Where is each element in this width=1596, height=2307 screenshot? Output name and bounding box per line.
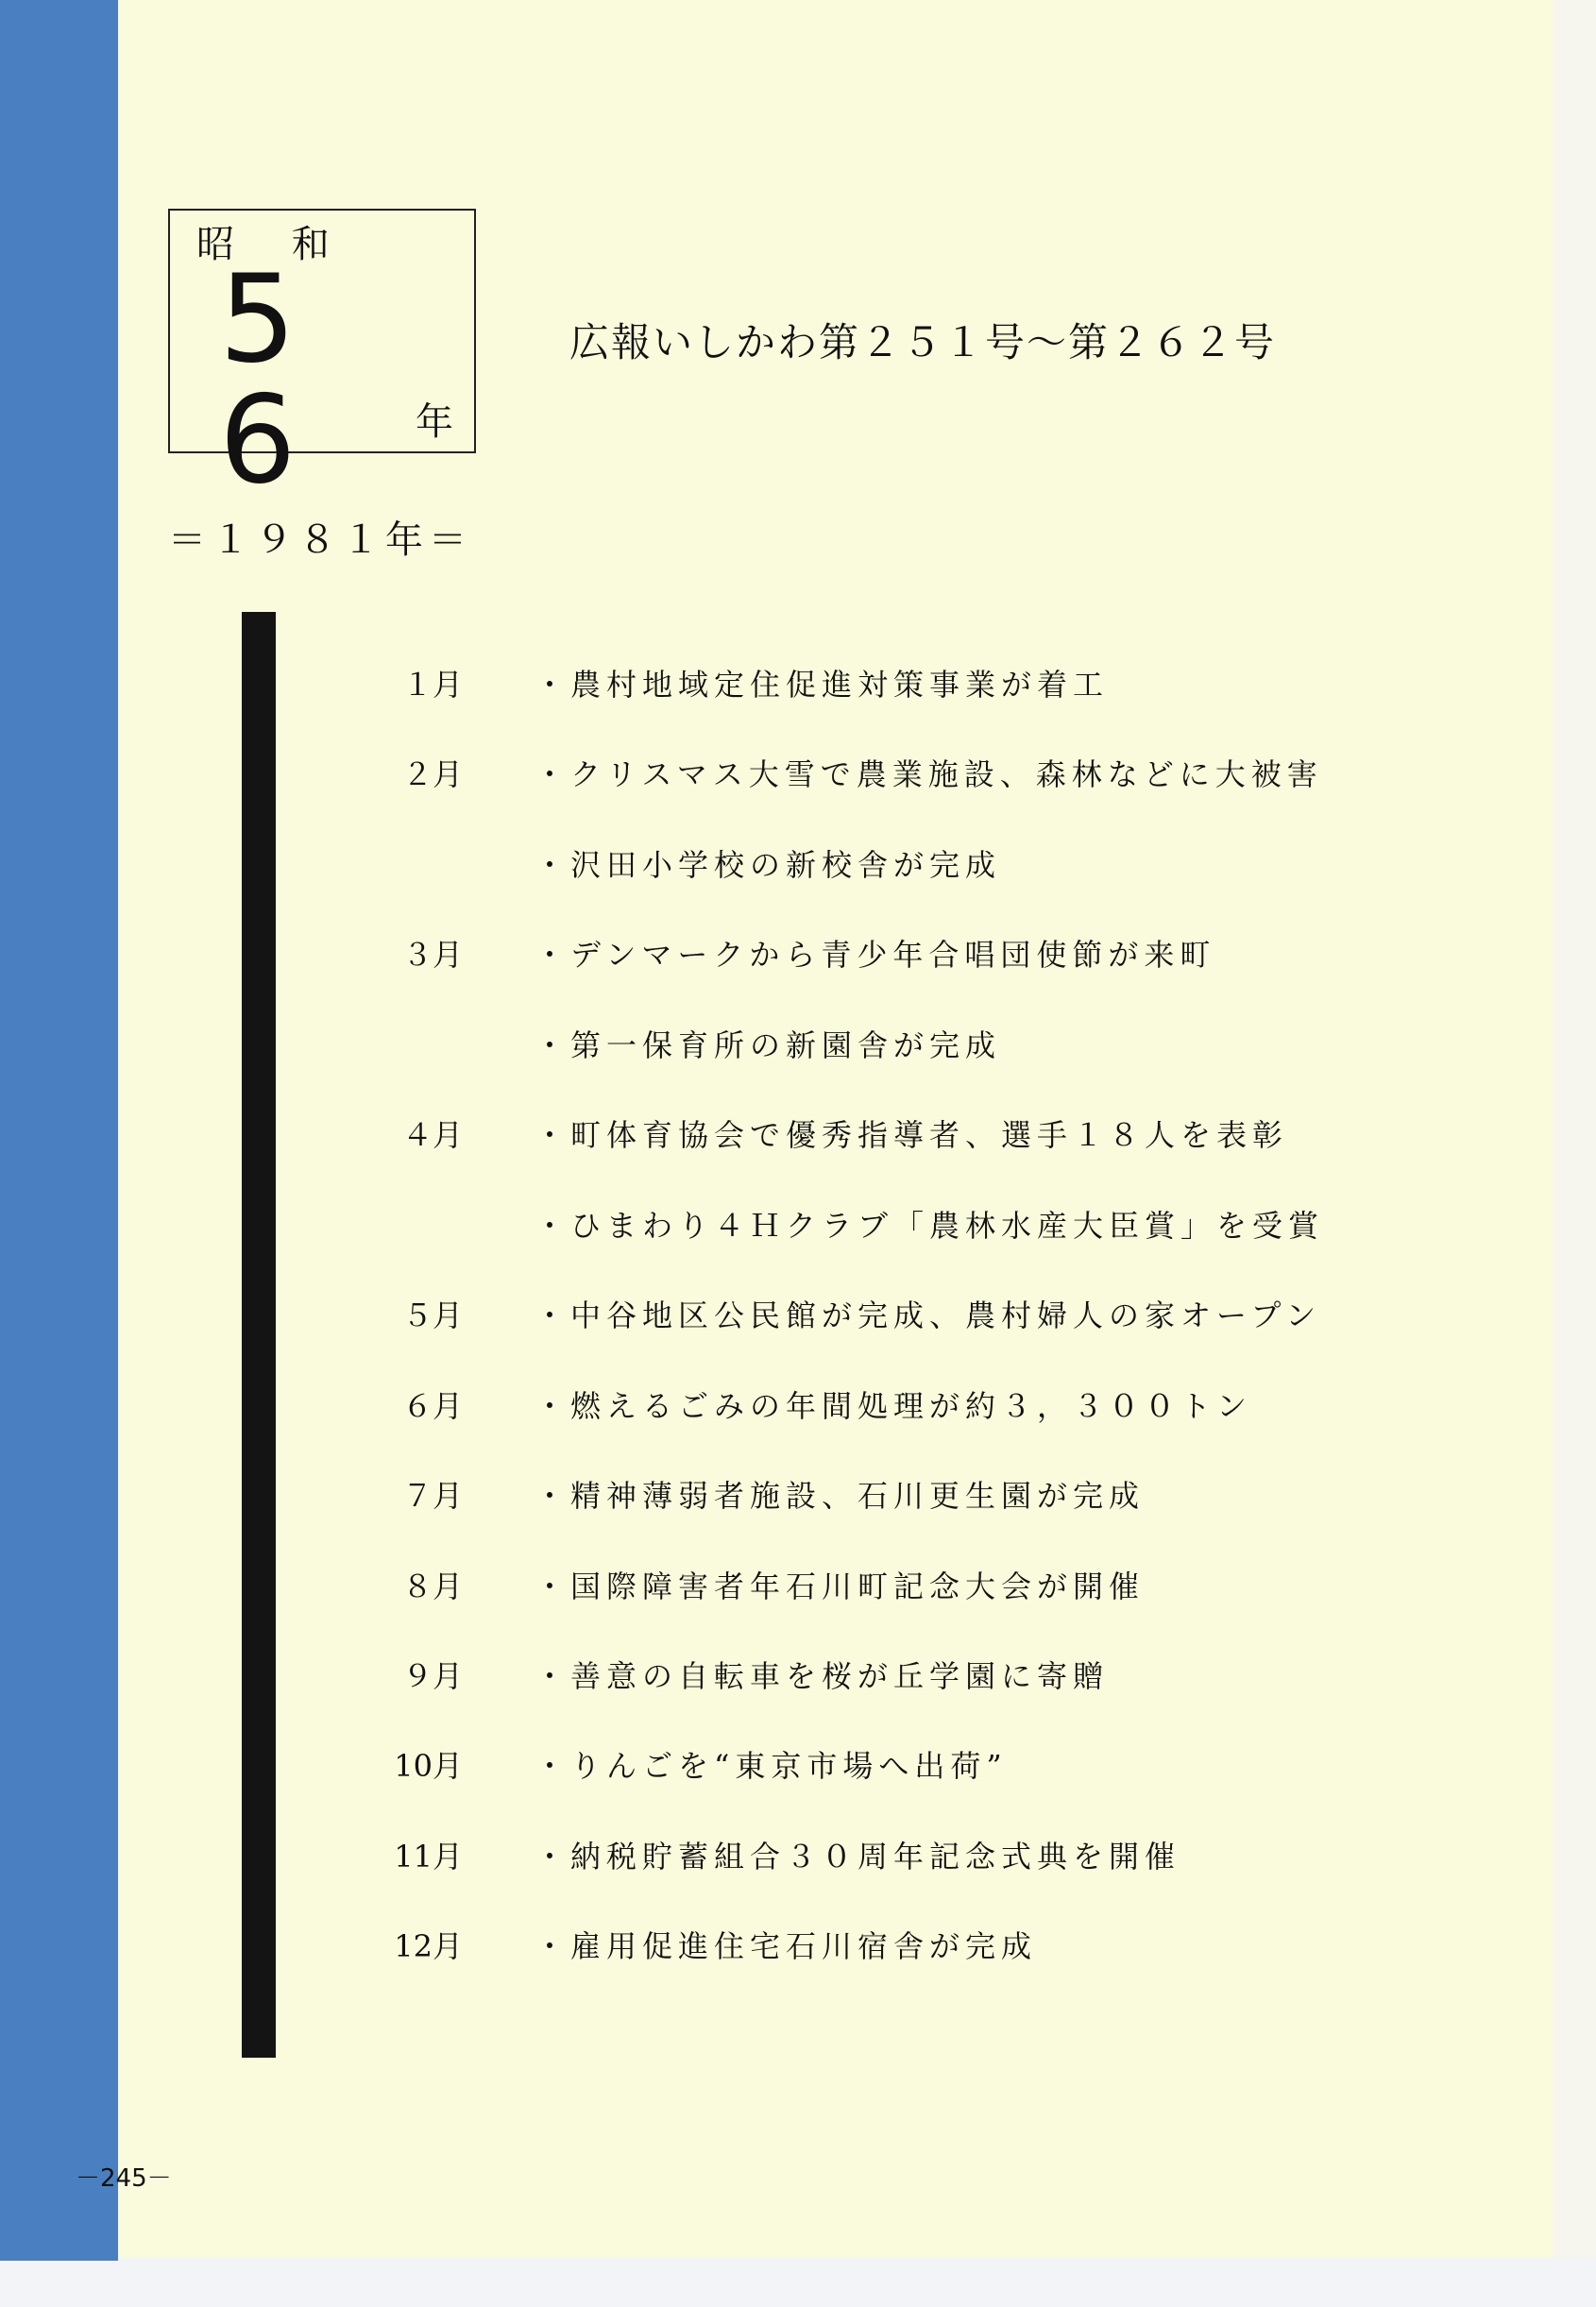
- event-month: ８月: [401, 1569, 463, 1604]
- issue-range-title: 広報いしかわ第２５１号～第２６２号: [569, 319, 1277, 365]
- event-month: ２月: [401, 756, 463, 792]
- event-text: ・納税貯蓄組合３０周年記念式典を開催: [535, 1839, 1181, 1874]
- event-text: ・第一保育所の新園舎が完成: [535, 1027, 1002, 1063]
- event-month: ７月: [401, 1478, 463, 1514]
- event-text: ・クリスマス大雪で農業施設、森林などに大被害: [535, 756, 1323, 792]
- event-month: 12月: [394, 1928, 463, 1964]
- event-month: ４月: [401, 1117, 463, 1153]
- event-month: ６月: [401, 1388, 463, 1424]
- event-text: ・精神薄弱者施設、石川更生園が完成: [535, 1478, 1146, 1514]
- event-month: 10月: [394, 1748, 463, 1784]
- era-label: 昭 和: [196, 223, 352, 266]
- event-text: ・中谷地区公民館が完成、農村婦人の家オープン: [535, 1298, 1322, 1333]
- western-year-label: ＝１９８１年＝: [168, 518, 472, 562]
- right-margin: [1553, 0, 1596, 2307]
- event-text: ・善意の自転車を桜が丘学園に寄贈: [535, 1658, 1110, 1694]
- page-number: －245－: [76, 2164, 172, 2193]
- era-year-box: [168, 209, 476, 511]
- event-month: 11月: [394, 1839, 463, 1874]
- event-text: ・国際障害者年石川町記念大会が開催: [535, 1569, 1146, 1604]
- event-month: ３月: [401, 937, 463, 973]
- event-text: ・農村地域定住促進対策事業が着工: [535, 667, 1110, 703]
- event-month: １月: [401, 667, 463, 703]
- event-month: ９月: [401, 1658, 463, 1694]
- event-text: ・ひまわり４Ｈクラブ「農林水産大臣賞」を受賞: [535, 1208, 1325, 1244]
- era-year-number: 5 6: [219, 249, 329, 511]
- event-text: ・雇用促進住宅石川宿舎が完成: [535, 1928, 1038, 1964]
- bottom-margin: [0, 2258, 1596, 2307]
- event-text: ・りんごを“東京市場へ出荷”: [535, 1748, 1008, 1784]
- event-text: ・町体育協会で優秀指導者、選手１８人を表彰: [535, 1117, 1289, 1153]
- timeline-bar: [242, 612, 276, 2058]
- event-month: ５月: [401, 1298, 463, 1333]
- era-year-suffix: 年: [416, 400, 453, 444]
- event-text: ・燃えるごみの年間処理が約３，３００トン: [535, 1388, 1253, 1424]
- event-text: ・沢田小学校の新校舎が完成: [535, 847, 1002, 883]
- side-color-strip: [0, 0, 118, 2261]
- event-text: ・デンマークから青少年合唱団使節が来町: [535, 937, 1216, 973]
